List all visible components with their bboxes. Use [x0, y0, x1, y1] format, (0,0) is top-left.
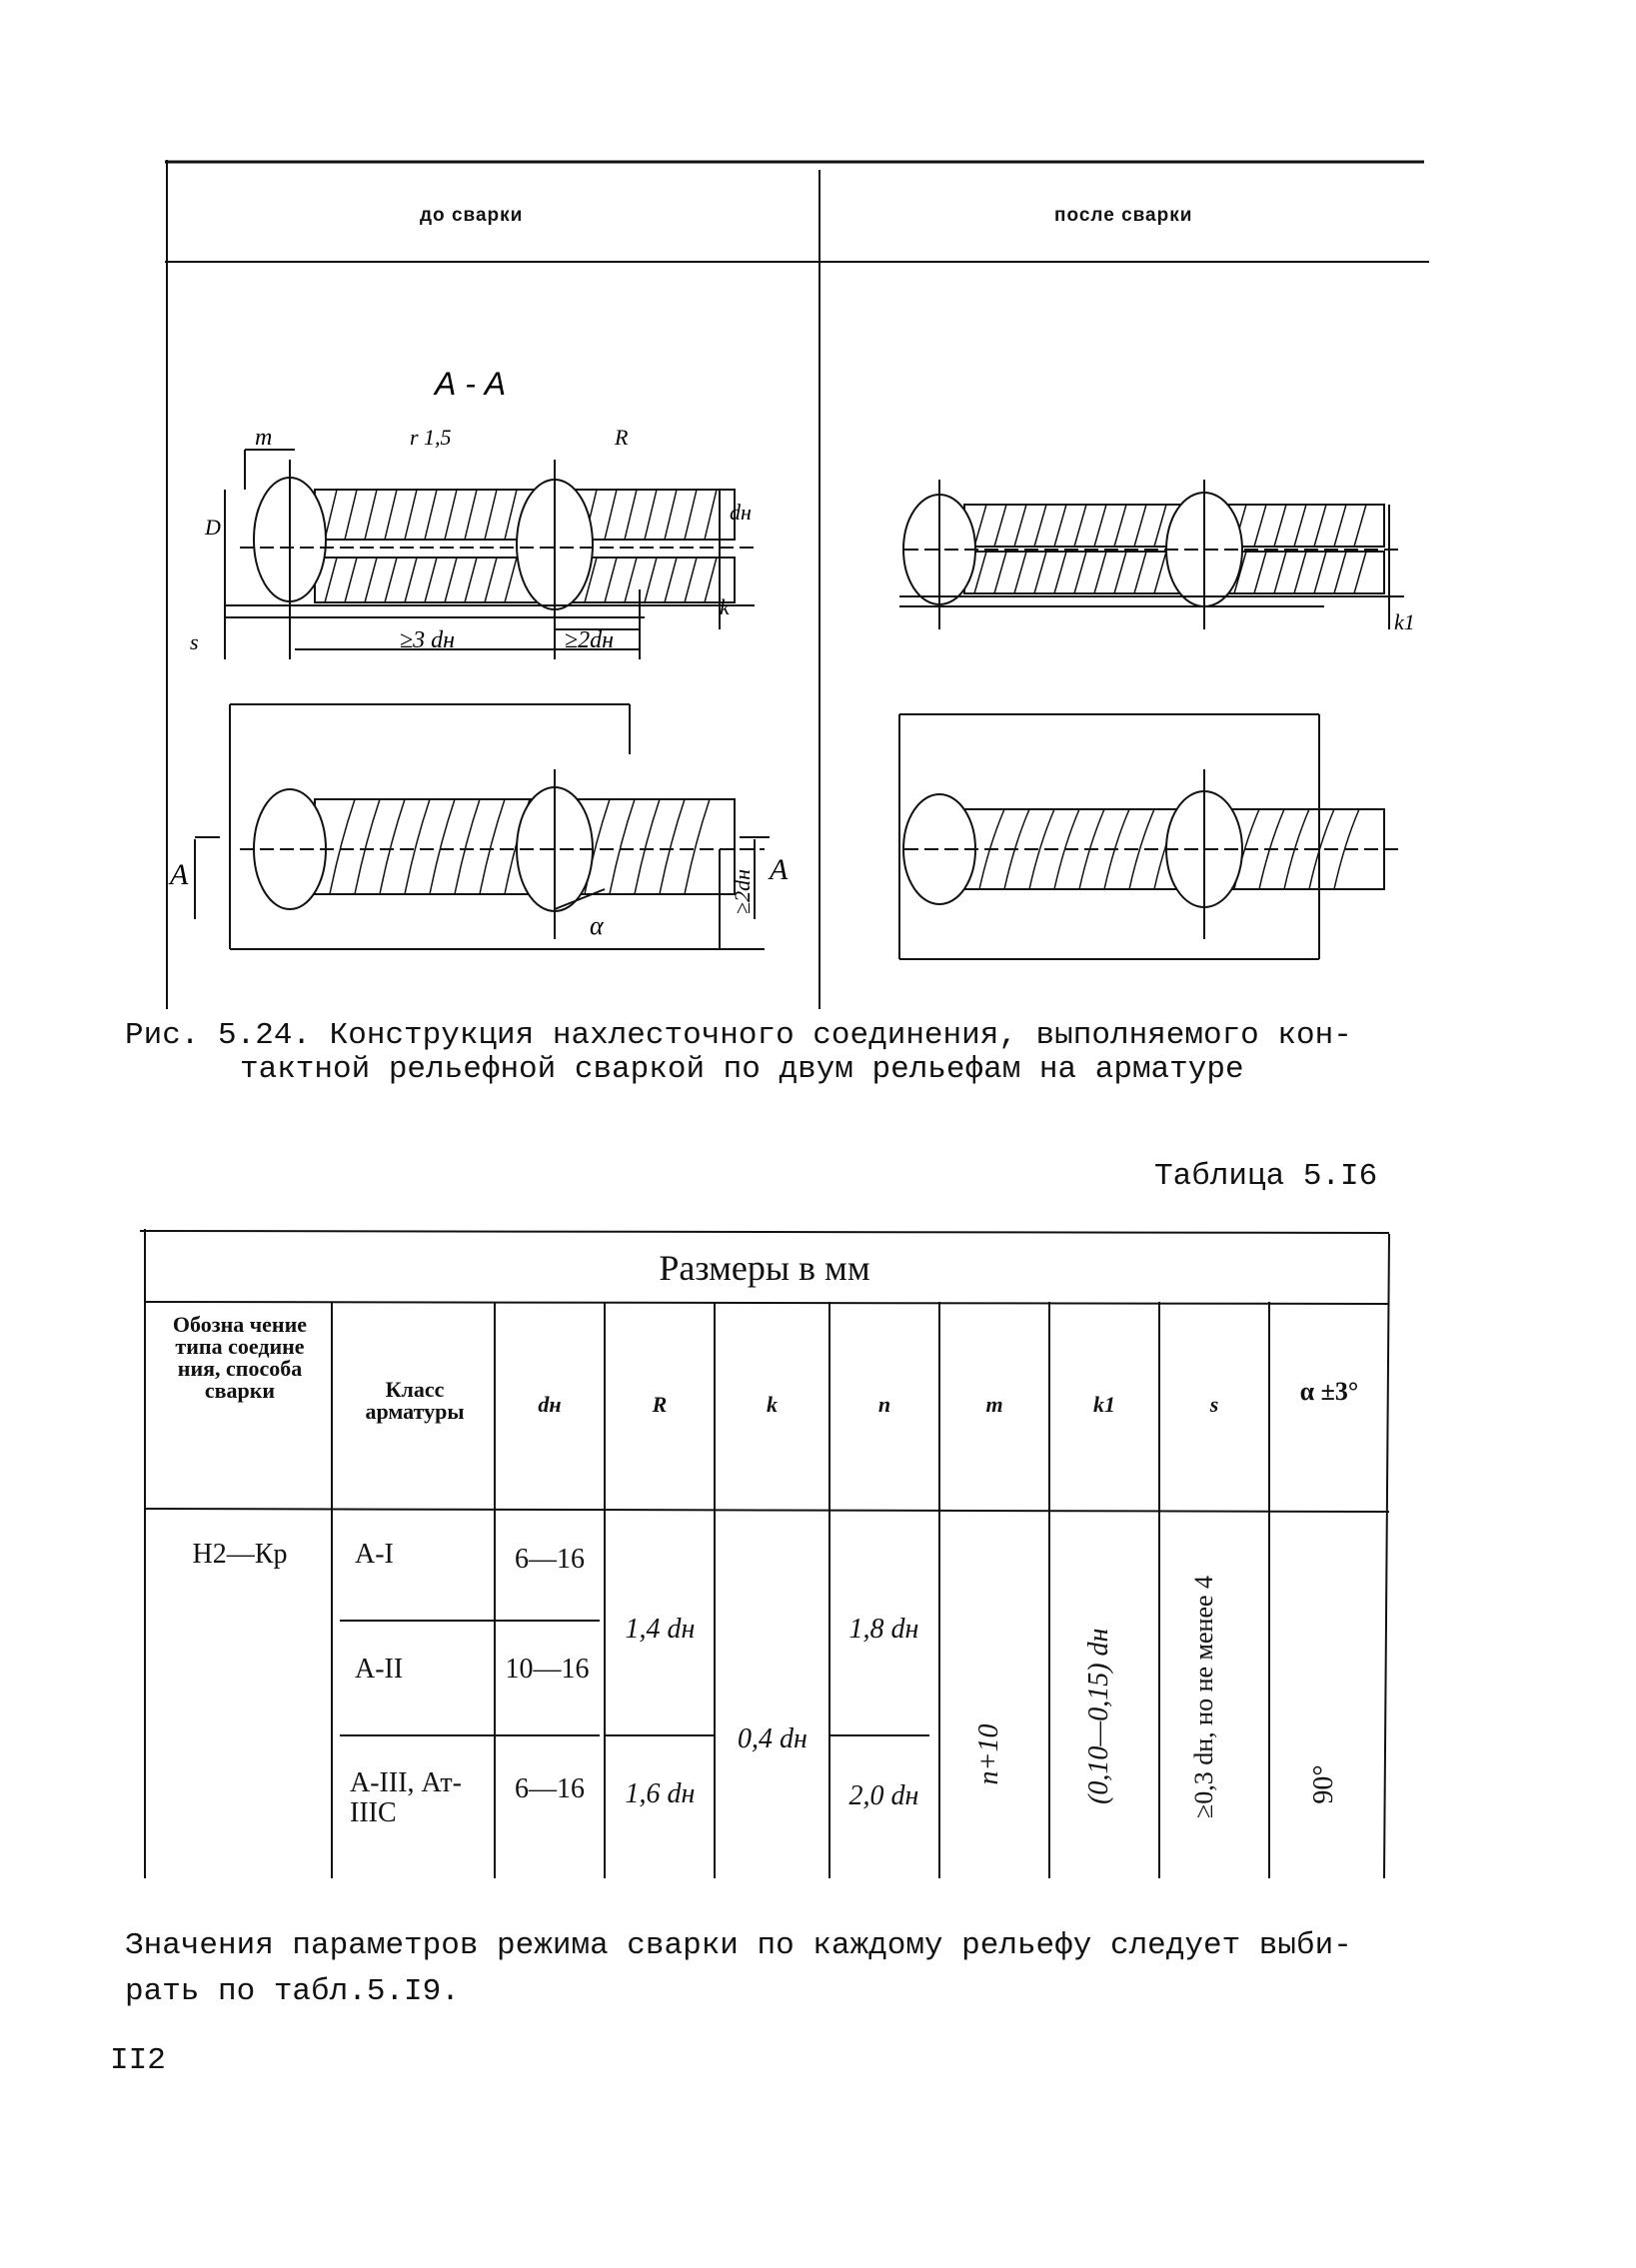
svg-text:R: R	[615, 425, 629, 450]
figure-frame	[165, 160, 1429, 1009]
svg-text:А: А	[170, 858, 189, 891]
section-aa-before	[225, 450, 755, 659]
m-cell: n+10	[973, 1723, 1004, 1785]
plan-view-before	[195, 704, 770, 949]
alpha-cell: 90°	[1308, 1764, 1339, 1804]
n-cell-2: 2,0 dн	[848, 1780, 919, 1811]
note-line-2: рать по табл.5.I9.	[125, 1974, 460, 2009]
n-cell-1: 1,8 dн	[848, 1614, 919, 1645]
header-n: n	[877, 1392, 891, 1417]
after-weld-header: после сварки	[1054, 205, 1193, 226]
dn-cell-2: 10—16	[505, 1654, 590, 1685]
table-title: Размеры в мм	[659, 1248, 870, 1288]
section-after	[899, 480, 1404, 629]
plan-view-after	[899, 714, 1404, 959]
spec-table	[140, 1229, 1394, 1883]
header-k1: k1	[1093, 1392, 1115, 1417]
dn-cell-3: 6—16	[515, 1773, 585, 1804]
svg-text:r 1,5: r 1,5	[410, 425, 452, 450]
class-cell-1: А-I	[355, 1539, 394, 1570]
caption-line-1: Рис. 5.24. Конструкция нахлесточного соединения, выполняемого кон-	[125, 1018, 1352, 1053]
class-cell-3: А-III, Ат-IIIС	[350, 1767, 462, 1828]
svg-text:≥3 dн: ≥3 dн	[400, 627, 456, 653]
section-label: А - А	[435, 366, 507, 402]
svg-text:≥2dн: ≥2dн	[565, 627, 615, 653]
svg-text:α: α	[590, 911, 604, 940]
table-label: Таблица 5.I6	[1154, 1159, 1378, 1194]
figure-caption	[125, 1019, 1424, 1087]
k-cell: 0,4 dн	[738, 1723, 808, 1754]
svg-text:dн: dн	[730, 500, 752, 525]
svg-text:s: s	[190, 629, 199, 654]
R-cell-2: 1,6 dн	[625, 1778, 696, 1809]
class-cell-2: А-II	[355, 1654, 404, 1685]
dn-cell-1: 6—16	[515, 1544, 585, 1575]
svg-text:k: k	[720, 594, 730, 619]
designation-cell: Н2—Кр	[192, 1539, 288, 1570]
caption-line-2: тактной рельефной сваркой по двум рельефам на арматуре	[240, 1052, 1244, 1087]
header-alpha: α ±3°	[1299, 1377, 1359, 1406]
page-number: II2	[110, 2043, 166, 2078]
header-R: R	[652, 1392, 668, 1417]
s-cell: ≥0,3 dн, но не менее 4	[1189, 1575, 1218, 1818]
header-dn: dн	[538, 1392, 562, 1417]
header-class: Класс арматуры	[365, 1377, 465, 1424]
before-weld-header: до сварки	[420, 205, 524, 226]
svg-text:D: D	[205, 515, 221, 540]
note-paragraph	[125, 1923, 1424, 2015]
svg-text:k1: k1	[1394, 609, 1415, 634]
svg-text:≥2dн: ≥2dн	[730, 869, 755, 914]
header-m: m	[985, 1392, 1003, 1417]
header-s: s	[1209, 1392, 1219, 1417]
header-designation: Обозна чение типа соедине ния, способа сварки	[172, 1312, 308, 1403]
svg-text:m: m	[255, 425, 273, 451]
svg-text:А: А	[770, 853, 789, 886]
R-cell-1: 1,4 dн	[625, 1614, 696, 1645]
note-line-1: Значения параметров режима сварки по каждому рельефу следует выби-	[125, 1928, 1352, 1963]
header-k: k	[767, 1392, 778, 1417]
weld-joint-drawing	[165, 160, 1429, 1009]
k1-cell: (0,10—0,15) dн	[1083, 1628, 1114, 1804]
